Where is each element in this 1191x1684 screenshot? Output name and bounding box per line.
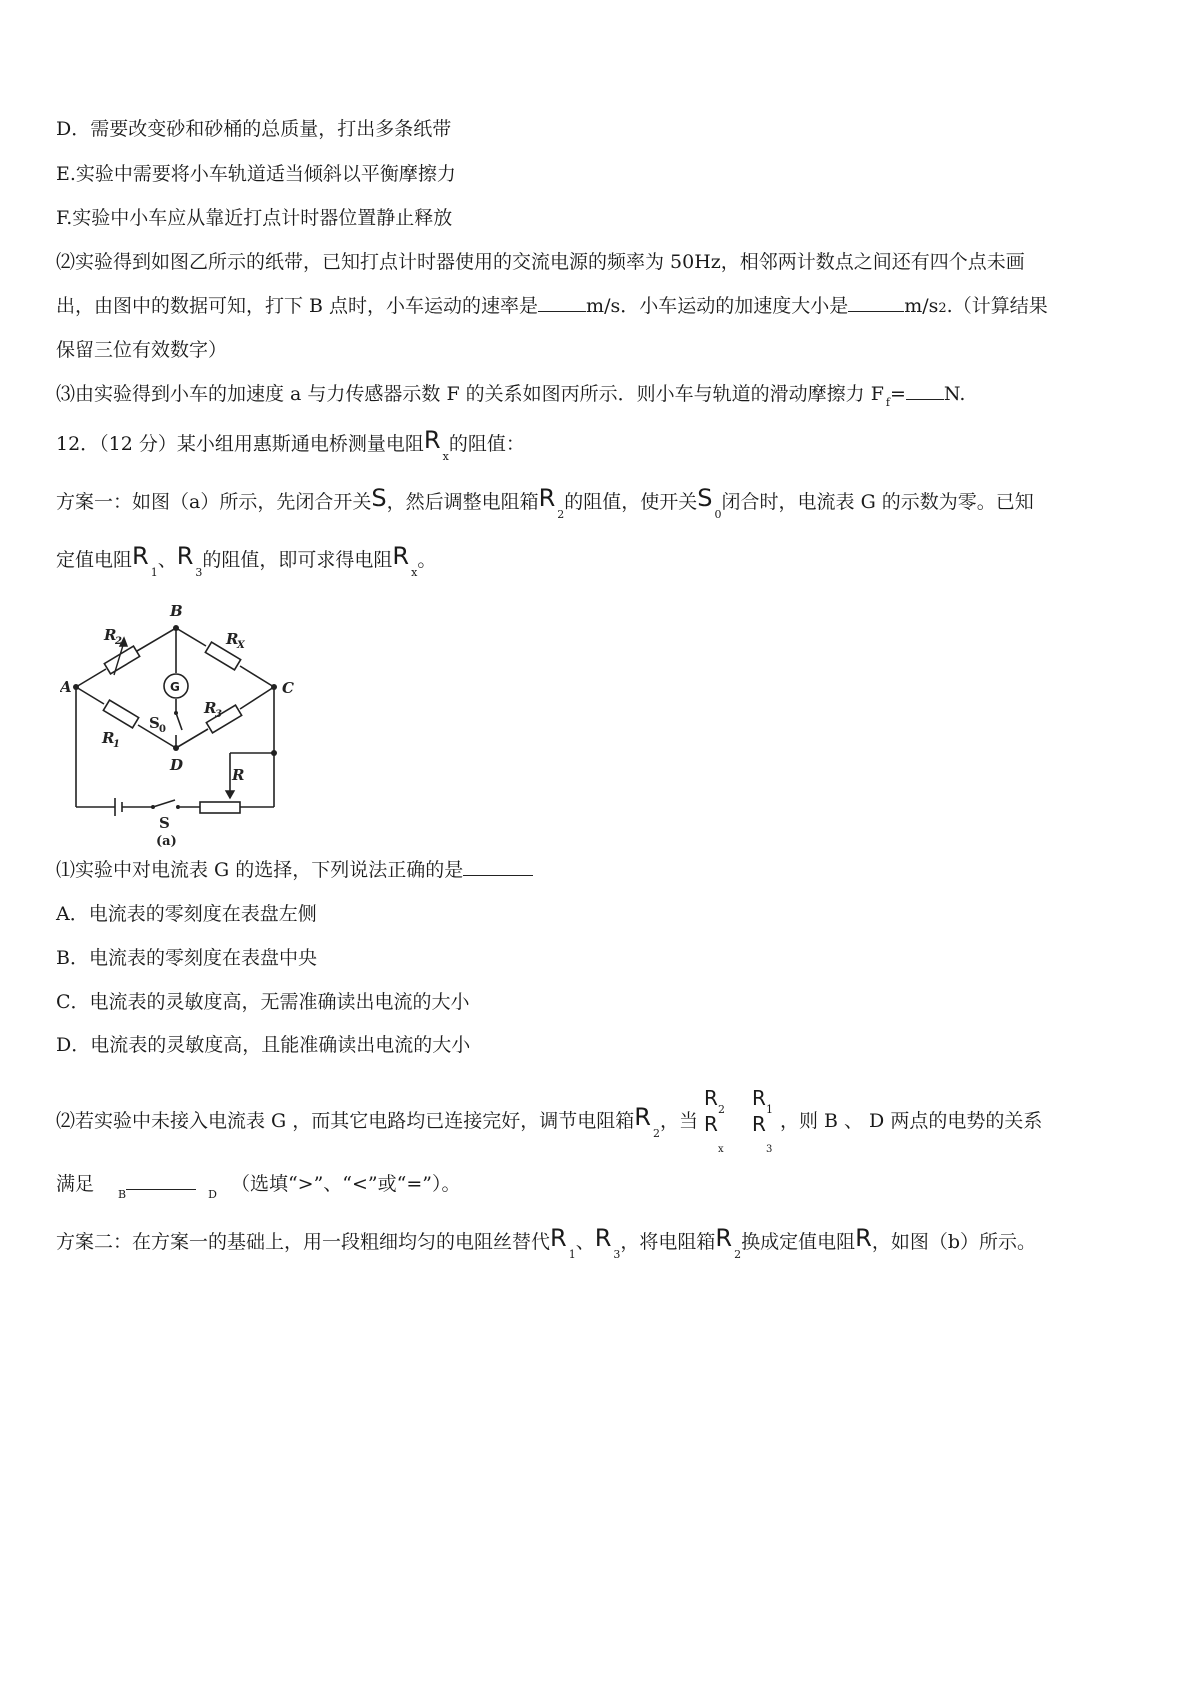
q2-text-a: ⑵若实验中未接入电流表 G ，而其它电路均已连接完好，调节电阻箱	[56, 1110, 635, 1132]
question-2-line2	[56, 1170, 460, 1201]
answer-blank-q2[interactable]	[126, 1171, 196, 1190]
q2-text-c: ，则 B 、 D 两点的电势的关系	[779, 1110, 1043, 1132]
s1-r2: R	[538, 484, 556, 512]
q1-text: ⑴实验中对电流表 G 的选择，下列说法正确的是	[56, 859, 464, 881]
r2-label: R	[104, 626, 117, 644]
s2-sep: 、	[575, 1231, 595, 1253]
part2-text-b: m/s．小车运动的加速度大小是	[586, 295, 849, 317]
node-c-label: C	[282, 679, 294, 697]
s1-text-b: ，然后调整电阻箱	[386, 491, 539, 513]
s1-rx-sub: x	[411, 566, 418, 579]
s0-label-sub: 0	[159, 724, 166, 735]
galvanometer-label: G	[170, 680, 180, 694]
s2-text-a: 方案二：在方案一的基础上，用一段粗细均匀的电阻丝替代	[56, 1231, 551, 1253]
option-f: F.实验中小车应从靠近打点计时器位置静止释放	[56, 207, 453, 229]
frac-b-mark: 1	[765, 1103, 773, 1116]
q2-text-d: 满足	[56, 1173, 95, 1195]
part3-eq: =	[889, 383, 906, 405]
s1-r2-sub: 2	[557, 508, 565, 521]
scheme1-line2	[56, 544, 436, 577]
question-12-title	[56, 428, 525, 461]
phi-d-sub: D	[208, 1188, 217, 1201]
q2-text-b: ，当	[659, 1110, 698, 1132]
switch-s-label: S	[159, 814, 170, 832]
phi-b-sub: B	[118, 1188, 127, 1201]
frac-a-num: R	[703, 1086, 718, 1110]
s2-r1-sub: 1	[568, 1248, 576, 1261]
s1-s0: S	[697, 484, 713, 512]
frac-b-den: R	[751, 1112, 766, 1136]
part2-line3: 保留三位有效数字）	[56, 339, 228, 361]
scheme1-line1	[56, 486, 1034, 519]
r3-label: R	[204, 699, 217, 717]
q2-r2: R	[634, 1103, 651, 1131]
question-2-line1	[56, 1086, 1043, 1155]
s1-r3: R	[176, 542, 194, 570]
s1-r1: R	[132, 542, 149, 570]
rx-label: R	[226, 630, 239, 648]
choice-b[interactable]: B．电流表的零刻度在表盘中央	[56, 947, 317, 969]
rx-label-sub: X	[237, 640, 245, 651]
q2-r2-sub: 2	[652, 1127, 660, 1140]
part3-line	[56, 380, 965, 411]
s1-s0-sub: 0	[714, 508, 722, 521]
frac-b-num: R	[751, 1086, 766, 1110]
choice-c[interactable]: C．电流表的灵敏度高，无需准确读出电流的大小	[56, 991, 470, 1013]
s1-text-c: 的阻值，使开关	[564, 491, 698, 513]
part3-unit: N.	[943, 383, 966, 405]
node-a-label: A	[60, 678, 72, 696]
s2-text-d: ，如图（b）所示。	[871, 1231, 1036, 1253]
s2-text-c: 换成定值电阻	[741, 1231, 856, 1253]
frac-a-sub: x	[717, 1144, 724, 1155]
node-d-label: D	[170, 756, 184, 774]
s1-text-d: 闭合时，电流表 G 的示数为零。已知	[721, 491, 1034, 513]
s1-r1-sub: 1	[150, 566, 158, 579]
choice-a[interactable]: A．电流表的零刻度在表盘左侧	[56, 903, 317, 925]
s2-r3: R	[594, 1224, 612, 1252]
q12-text-b: 的阻值：	[448, 433, 525, 455]
s2-r3-sub: 3	[613, 1248, 621, 1261]
figure-caption: (a)	[156, 834, 177, 849]
scheme2-line	[56, 1226, 1036, 1259]
part2-line1: ⑵实验得到如图乙所示的纸带，已知打点计时器使用的交流电源的频率为 50Hz，相邻两计数点之间还有四个点未画	[56, 251, 1025, 273]
frac-b-sub: 3	[765, 1144, 773, 1155]
s1-s: S	[371, 484, 387, 512]
q12-text-a: 12．（12 分）某小组用惠斯通电桥测量电阻	[56, 433, 424, 455]
s1-text-f: 的阻值，即可求得电阻	[202, 549, 393, 571]
answer-blank-speed[interactable]	[538, 293, 586, 312]
s1-rx: R	[392, 542, 410, 570]
answer-blank-friction[interactable]	[906, 381, 944, 400]
part2-text-a: 出，由图中的数据可知，打下 B 点时，小车运动的速率是	[56, 295, 539, 317]
q12-r: R	[423, 426, 441, 454]
part2-line2	[56, 292, 1048, 323]
s1-text-e: 定值电阻	[56, 549, 133, 571]
part3-text: ⑶由实验得到小车的加速度 a 与力传感器示数 F 的关系如图丙所示．则小车与轨道的滑动摩擦力 F	[56, 383, 884, 405]
rheostat-label: R	[232, 766, 245, 784]
q12-r-sub: x	[442, 450, 449, 463]
frac-a-mark: 2	[717, 1103, 725, 1116]
answer-blank-accel[interactable]	[848, 293, 904, 312]
part2-unit: m/s	[904, 295, 939, 317]
s1-text-g: 。	[417, 549, 437, 571]
part2-unit-exp: 2	[938, 301, 947, 316]
node-b-label: B	[170, 602, 183, 620]
option-e: E.实验中需要将小车轨道适当倾斜以平衡摩擦力	[56, 163, 456, 185]
choice-d[interactable]: D．电流表的灵敏度高，且能准确读出电流的大小	[56, 1034, 471, 1056]
s1-text-a: 方案一：如图（a）所示，先闭合开关	[56, 491, 372, 513]
option-d: D．需要改变砂和砂桶的总质量，打出多条纸带	[56, 118, 452, 140]
q2-text-e: （选填“>”、“<”或“=”）。	[230, 1173, 461, 1195]
r2-label-sub: 2	[115, 636, 122, 647]
question-1-line	[56, 856, 533, 884]
r1-label-sub: 1	[113, 739, 120, 750]
r3-label-sub: 3	[215, 709, 222, 720]
s2-text-b: ，将电阻箱	[620, 1231, 716, 1253]
part2-text-c: .（计算结果	[946, 295, 1048, 317]
s1-sep: 、	[157, 549, 177, 571]
s0-label: S	[149, 714, 160, 732]
s2-r1: R	[550, 1224, 567, 1252]
s2-r: R	[855, 1224, 872, 1252]
s1-r3-sub: 3	[195, 566, 203, 579]
circuit-diagram	[60, 600, 320, 850]
s2-r2: R	[715, 1224, 733, 1252]
answer-blank-q1[interactable]	[463, 857, 533, 876]
s2-r2-sub: 2	[734, 1248, 742, 1261]
fraction-r2-rx	[702, 1084, 728, 1155]
r1-label: R	[102, 729, 115, 747]
fraction-r1-r3	[750, 1084, 776, 1155]
frac-a-den: R	[703, 1112, 718, 1136]
part3-sub: f	[885, 396, 890, 409]
